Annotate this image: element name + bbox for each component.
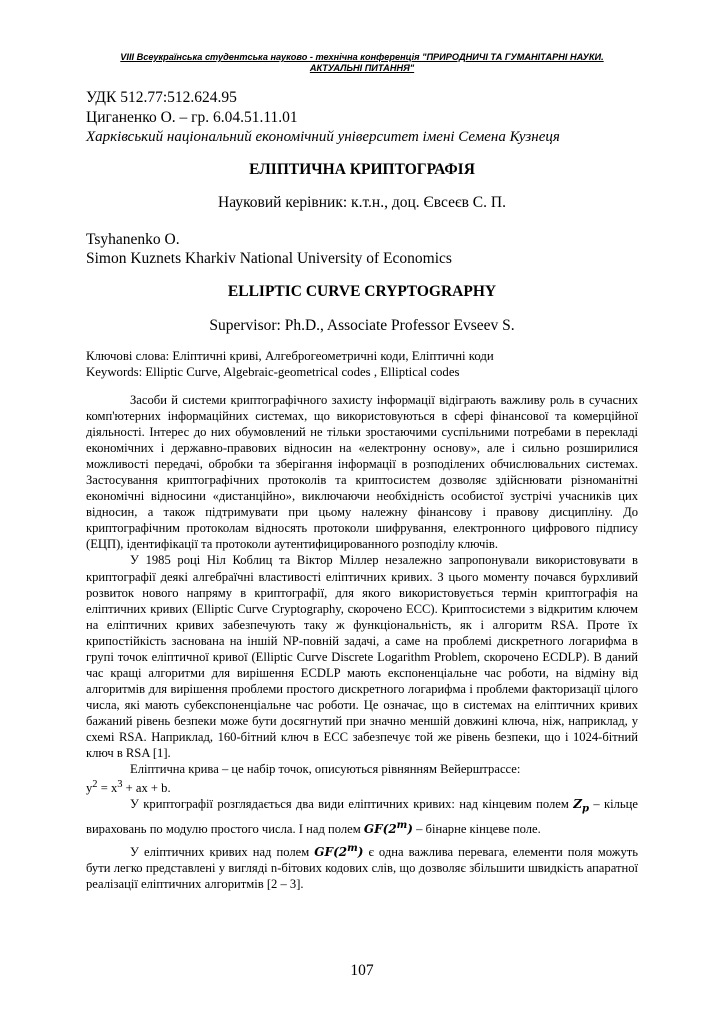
paragraph-4: У криптографії розглядається два види еліптичних кривих: над кінцевим полем $Z_p$ – кільце вираховань по модулю простого числа. І над полем GF(2$^m$) – бінарне кінцеве поле. bbox=[86, 797, 638, 836]
weierstrass-equation: $y^2 = x^3$ + ax + b. bbox=[86, 779, 171, 796]
paragraph-5: У еліптичних кривих над полем GF(2$^m$) є одна важлива перевага, елементи поля можуть бути легко представлені у вигляді n-бітових кодових слів, що дозволяє збільшити швидкість апаратної реалізації еліптичних алгоритмів [2 – 3]. bbox=[86, 842, 638, 891]
author-en: Tsyhanenko O. bbox=[86, 231, 180, 248]
field-gf2m-2: GF(2$^m$) bbox=[314, 842, 364, 859]
author-ua: Циганенко О. – гр. 6.04.51.11.01 bbox=[86, 109, 298, 126]
conference-header-line-1: VIII Всеукраїнська студентська науково - технічна конференція "ПРИРОДНИЧІ ТА ГУМАНІТАРНІ НАУКИ. bbox=[120, 52, 604, 62]
university-en: Simon Kuznets Kharkiv National University of Economics bbox=[86, 250, 452, 267]
field-gf2m: GF(2$^m$) bbox=[363, 819, 413, 836]
conference-header bbox=[86, 52, 638, 74]
conference-header-line-2: АКТУАЛЬНІ ПИТАННЯ" bbox=[309, 63, 415, 73]
university-ua: Харківський національний економічний університет імені Семена Кузнеця bbox=[86, 129, 560, 145]
udc-code: УДК 512.77:512.624.95 bbox=[86, 89, 237, 106]
supervisor-ua: Науковий керівник: к.т.н., доц. Євсеєв С. П. bbox=[218, 194, 506, 211]
page-number: 107 bbox=[350, 962, 374, 979]
paragraph-2: У 1985 році Ніл Коблиц та Віктор Міллер незалежно запропонували використовувати в криптографії деякі алгебраїчні властивості еліптичних кривих. З цього моменту почався бурхливий розвиток нового напряму в криптографії, для якого використовується термін криптографія на еліптичних кривих (Elliptic Curve Cryptography, скорочено ЕСС). Криптосистеми з відкритим ключем на еліптичних кривих забезпечують таку ж функціональність, як і алгоритм RSA. Проте їх крипостійкість заснована на іншій NP-повній задачі, а саме на проблемі дискретного логарифма в групі точок еліптичної кривої (Elliptic Curve Discrete Logarithm Problem, скорочено ECDLP). В даний час кращі алгоритми для вирішення ECDLP мають експоненціальне час роботи, на відміну від алгоритмів для вирішення проблеми простого дискретного логарифма і проблеми факторизації цілого числа, які мають субекспоненціальне час роботи. Це означає, що в системах на еліптичних кривих бажаний рівень безпеки може бути досягнутий при значно меншій довжині ключа, ніж, наприклад, у схемі RSA. Наприклад, 160-бітний ключ в ЕСС забезпечує той же рівень безпеки, що і 1024-бітний ключ в RSA [1]. bbox=[86, 553, 638, 761]
keywords-ua: Ключові слова: Еліптичні криві, Алгеброгеометричні коди, Еліптичні коди bbox=[86, 349, 494, 363]
article-body bbox=[86, 392, 638, 892]
field-zp: $Z_p$ bbox=[573, 797, 589, 815]
title-en: ELLIPTIC CURVE CRYPTOGRAPHY bbox=[227, 283, 497, 300]
paragraph-3: Еліптична крива – це набір точок, описуються рівнянням Вейерштрассе: bbox=[130, 762, 521, 777]
supervisor-en: Supervisor: Ph.D., Associate Professor Evseev S. bbox=[209, 317, 515, 334]
paragraph-1: Засоби й системи криптографічного захисту інформації відіграють важливу роль в сучасних комп'ютерних інформаційних системах, що використовуються в сфері фінансової та комерційної діяльності. Інтерес до них обумовлений не тільки зростаючими суспільними потребами в перекладі економічних і державно-правових відносин на «електронну основу», але і сильно розширилися можливості передачі, обробки та зберігання інформації в розподілених обчислювальних системах. Застосування криптографічних протоколів та криптосистем дозволяє здійснювати різноманітні економічні відносини «дистанційно», виключаючи необхідність особистої зустрічі учасників цих відносин, а також підтримувати при цьому належну фінансову і правову дисципліну. До криптографічним протоколам відносять протоколи шифрування, електронного цифрового підпису (ЕЦП), ідентифікації та протоколи аутентифицированного розподілу ключів. bbox=[86, 393, 638, 552]
title-ua: ЕЛІПТИЧНА КРИПТОГРАФІЯ bbox=[249, 161, 475, 178]
keywords-en: Keywords: Elliptic Curve, Algebraic-geometrical codes , Elliptical codes bbox=[86, 365, 460, 379]
